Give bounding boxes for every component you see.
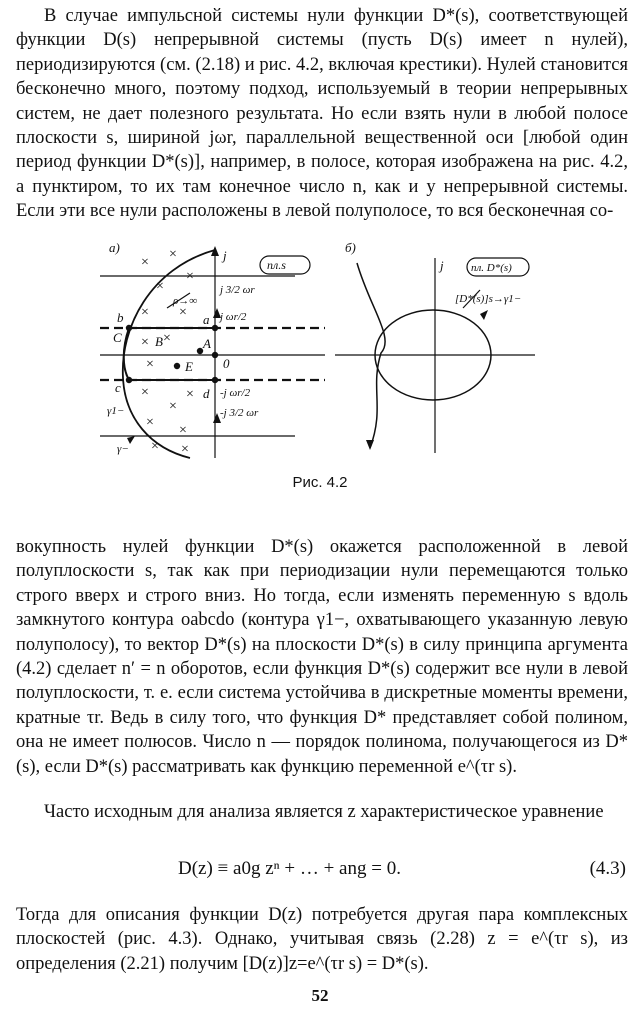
paragraph-2: вокупность нулей функции D*(s) окажется расположенной в левой полуплоскости s, так как при периодизации нули перемещаются только строго вверх и строго вниз. Но тогда, если изменять переменную s вдоль замкнутого контура oabcdo (контура γ1−, охватывающего указанную левую полуполосу), то вектор D*(s) на плоскости D*(s) в силу принципа аргумента (4.2) сделает n′ = n оборотов, если функция D*(s) содержит все нули в левой полуплоскости, т. е. если система устойчива в дискретные моменты времени, кратные τr. Ведь в силу того, что функция D* представляет собой полином, она не имеет полюсов. Число n — порядок полинома, получающегося из D*(s), если D*(s) рассматривать как функцию переменной e^(τr s).	[16, 537, 628, 777]
svg-text:×: ×	[146, 357, 154, 372]
svg-text:×: ×	[141, 335, 149, 350]
svg-text:×: ×	[186, 387, 194, 402]
svg-text:×: ×	[163, 331, 171, 346]
panel-a-tag: а)	[109, 240, 120, 255]
point-b: b	[117, 310, 124, 325]
point-B: B	[155, 334, 163, 349]
paragraph-3: Часто исходным для анализа является z характеристическое уравнение	[44, 802, 604, 822]
equation-number: (4.3)	[589, 858, 626, 879]
page-number: 52	[311, 986, 329, 1005]
point-A: A	[203, 336, 211, 351]
svg-text:×: ×	[151, 439, 159, 454]
tick-label-bottom: -j 3/2 ωr	[220, 407, 259, 419]
svg-text:×: ×	[169, 399, 177, 414]
paragraph-4: Тогда для описания функции D(z) потребуется другая пара комплексных плоскостей (рис. 4.3). Однако, учитывая связь (2.28) z = e^(τr s), из определения (2.21) получим [D(z)]z=e^(τr s) = D*(s).	[16, 905, 628, 974]
gamma-1-label: γ1−	[107, 405, 125, 417]
panel-b-vector-label: [D*(s)]s→γ1−	[455, 293, 522, 305]
panel-a-axis-j: j	[223, 248, 227, 263]
rho-label: ρ→∞	[173, 295, 198, 307]
svg-text:×: ×	[179, 305, 187, 320]
svg-text:×: ×	[141, 305, 149, 320]
svg-text:×: ×	[169, 247, 177, 262]
tick-label-lower: -j ωr/2	[220, 387, 251, 399]
equation-4-3	[0, 858, 640, 888]
equation-expression: D(z) ≡ a0g zⁿ + … + ang = 0.	[178, 858, 401, 879]
panel-b-axis-j: j	[440, 258, 444, 273]
panel-b-tag: б)	[345, 240, 356, 255]
svg-text:×: ×	[141, 385, 149, 400]
svg-text:×: ×	[186, 269, 194, 284]
svg-text:×: ×	[146, 415, 154, 430]
svg-text:×: ×	[179, 423, 187, 438]
point-d: d	[203, 386, 210, 401]
figure-4-2	[95, 238, 535, 463]
panel-a-plane-label: пл.s	[267, 258, 286, 272]
svg-text:×: ×	[141, 255, 149, 270]
tick-label-top: j 3/2 ωr	[220, 284, 255, 296]
svg-text:×: ×	[181, 442, 189, 457]
svg-text:×: ×	[156, 279, 164, 294]
paragraph-1: В случае импульсной системы нули функции D*(s), соответствующей функции D(s) непрерывной системы (пусть D(s) имеет n нулей), периодизируются (см. (2.18) и рис. 4.2, включая крестики). Нулей становится бесконечно много, поэтому подход, используемый в теории непрерывных систем, не дает полезного результата. Но если взять нули в любой полосе плоскости s, шириной jωr, параллельной вещественной оси [любой один период функции D*(s)], например, в полосе, которая изображена на рис. 4.2, a пунктиром, то их там конечное число n, как и у непрерывной системы. Если эти все нули расположены в левой полуполосе, то вся бесконечная со-	[16, 6, 628, 222]
figure-drawing	[95, 238, 535, 463]
origin-label: 0	[223, 356, 230, 371]
point-c: c	[115, 380, 121, 395]
panel-b-plane-label: пл. D*(s)	[471, 262, 512, 274]
point-E: E	[185, 359, 193, 374]
point-a: a	[203, 312, 210, 327]
point-C: C	[113, 330, 122, 345]
tick-label-upper: j ωr/2	[220, 311, 247, 323]
figure-caption: Рис. 4.2	[292, 474, 348, 491]
gamma-label: γ−	[117, 443, 129, 455]
